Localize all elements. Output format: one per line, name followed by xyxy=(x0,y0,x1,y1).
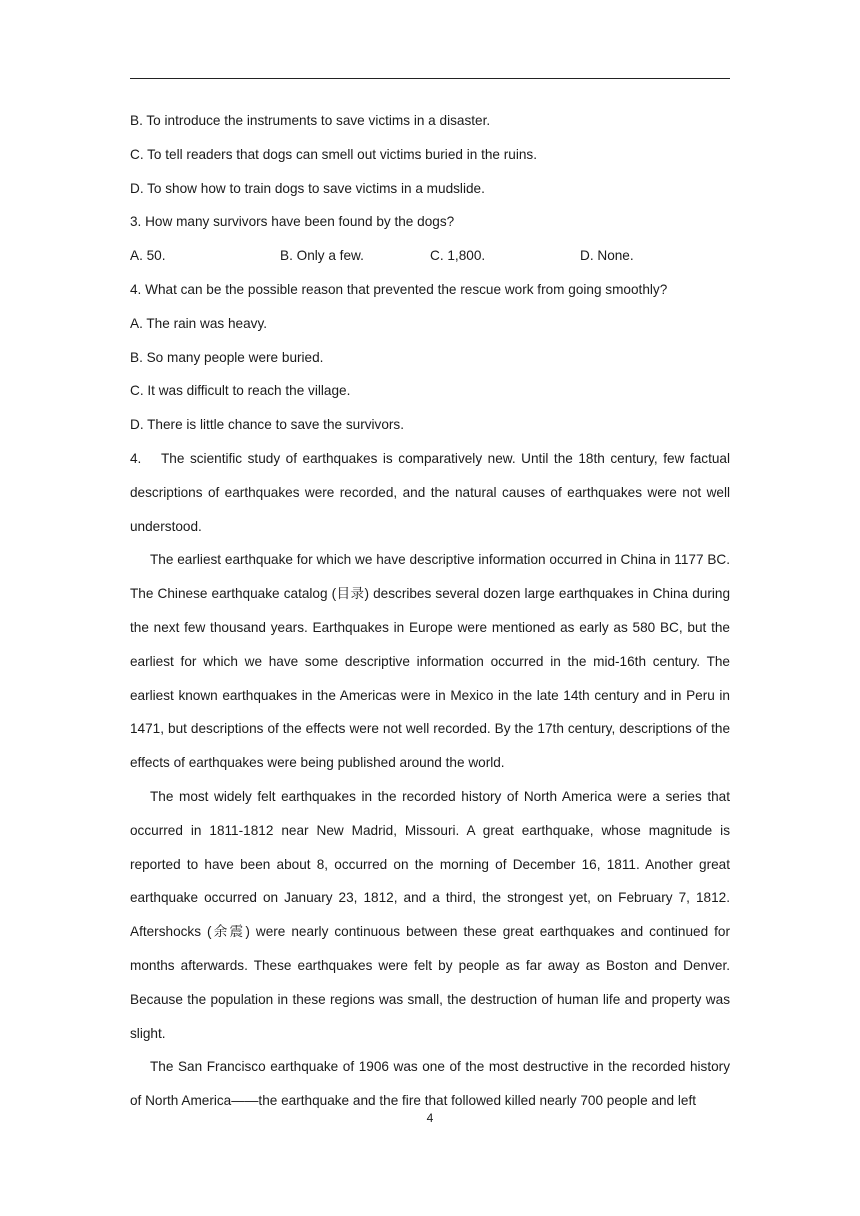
q2-option-b: B. To introduce the instruments to save victims in a disaster. xyxy=(130,113,491,128)
header-rule xyxy=(130,78,730,79)
q3-option-c: C. 1,800. xyxy=(430,248,486,264)
q3-option-d: D. None. xyxy=(580,248,634,264)
passage-number: 4. xyxy=(130,450,142,466)
q4-question: 4. What can be the possible reason that prevented the rescue work from going smoothly? xyxy=(130,281,668,297)
q4-option-c: C. It was difficult to reach the village. xyxy=(130,383,351,399)
q4-option-b: B. So many people were buried. xyxy=(130,349,324,365)
q3-question: 3. How many survivors have been found by the dogs? xyxy=(130,214,455,230)
q3-option-a: A. 50. xyxy=(130,248,166,264)
page-content xyxy=(130,104,730,1118)
q2-option-c: C. To tell readers that dogs can smell out victims buried in the ruins. xyxy=(130,146,537,162)
q4-option-a: A. The rain was heavy. xyxy=(130,315,268,331)
passage-paragraph-1 xyxy=(130,442,730,543)
page-number: 4 xyxy=(426,1111,434,1125)
passage-paragraph-1-text: The scientific study of earthquakes is comparatively new. Until the 18th century, few factual descriptions of earthquakes were recorded, and the natural causes of earthquakes were not well understood. xyxy=(130,450,730,534)
passage-paragraph-3: The most widely felt earthquakes in the recorded history of North America were a series that occurred in 1811-1812 near New Madrid, Missouri. A great earthquake, whose magnitude is reported to have been about 8, occurred on the morning of December 16, 1811. Another great earthquake occurred on January 23, 1812, and a third, the strongest yet, on February 7, 1812. Aftershocks (余震) were nearly continuous between these great earthquakes and continued for months afterwards. These earthquakes were felt by people as far away as Boston and Denver. Because the population in these regions was small, the destruction of human life and property was slight. xyxy=(130,788,730,1041)
q2-option-d: D. To show how to train dogs to save victims in a mudslide. xyxy=(130,180,485,196)
passage-paragraph-2: The earliest earthquake for which we have descriptive information occurred in China in 1177 BC. The Chinese earthquake catalog (目录) describes several dozen large earthquakes in China during the next few thousand years. Earthquakes in Europe were mentioned as early as 580 BC, but the earliest for which we have some descriptive information occurred in the mid-16th century. The earliest known earthquakes in the Americas were in Mexico in the late 14th century and in Peru in 1471, but descriptions of the effects were not well recorded. By the 17th century, descriptions of the effects of earthquakes were being published around the world. xyxy=(130,552,730,771)
q3-options xyxy=(130,239,730,273)
q4-option-d: D. There is little chance to save the survivors. xyxy=(130,417,405,433)
q3-option-b: B. Only a few. xyxy=(280,248,364,264)
passage-paragraph-4: The San Francisco earthquake of 1906 was one of the most destructive in the recorded history of North America——the earthquake and the fire that followed killed nearly 700 people and left xyxy=(130,1059,730,1109)
